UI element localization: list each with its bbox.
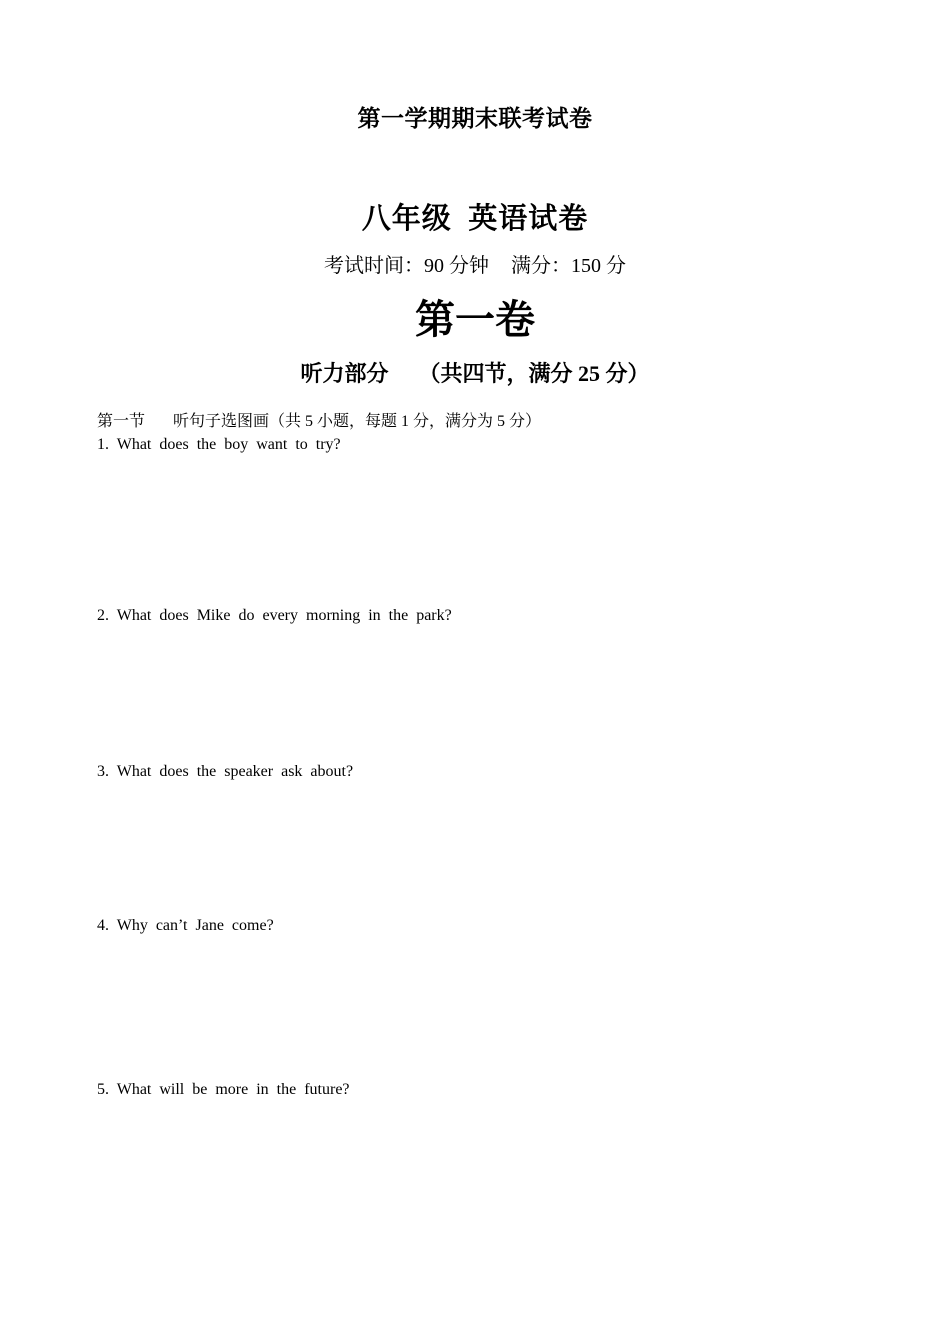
exam-info xyxy=(0,249,950,278)
section1-heading xyxy=(97,408,541,431)
listening-part-info: （共四节，满分 25 分） xyxy=(418,361,650,386)
exam-title: 第一学期期末联考试卷 xyxy=(357,106,593,131)
question-5: 5. What will be more in the future? xyxy=(97,1081,350,1098)
paper-title: 八年级 英语试卷 xyxy=(361,203,589,235)
listening-part-title: 听力部分 xyxy=(300,361,389,386)
exam-time: 考试时间：90 分钟 xyxy=(324,255,489,277)
section1-desc: 听句子选图画（共 5 小题，每题 1 分，满分为 5 分） xyxy=(173,413,542,430)
listening-part-heading xyxy=(0,357,950,388)
question-4: 4. Why can’t Jane come? xyxy=(97,917,274,934)
question-2: 2. What does Mike do every morning in the park? xyxy=(97,607,452,624)
question-1: 1. What does the boy want to try? xyxy=(97,436,341,453)
question-3: 3. What does the speaker ask about? xyxy=(97,763,354,780)
section1-label: 第一节 xyxy=(97,413,146,430)
volume-title: 第一卷 xyxy=(415,297,535,343)
full-score: 满分：150 分 xyxy=(511,255,626,277)
